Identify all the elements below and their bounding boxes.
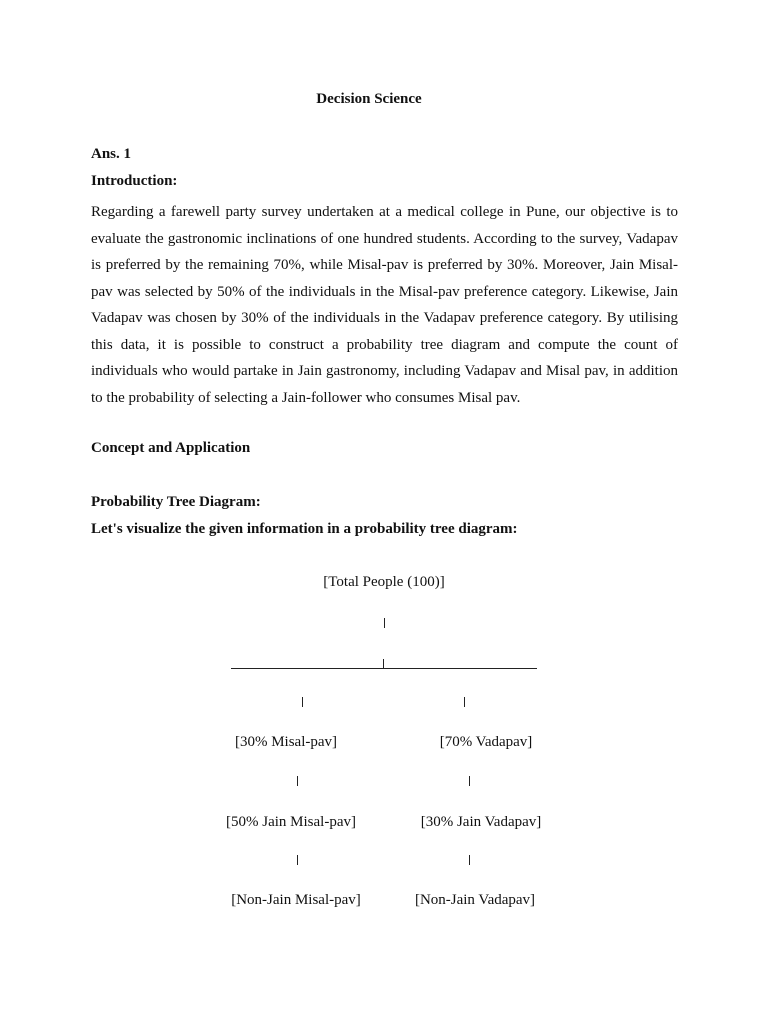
tree-intro: Let's visualize the given information in a probability tree diagram: [91, 521, 518, 537]
tree-branch-line [231, 668, 537, 669]
introduction-paragraph: Regarding a farewell party survey undertaken at a medical college in Pune, our objective is to evaluate the gastronomic inclinations of one hundred students. According to the survey, Vadapav is preferred by the remaining 70%, while Misal-pav is preferred by 30%. Moreover, Jain Misal-pav was selected by 50% of the individuals in the Misal-pav preference category. Likewise, Jain Vadapav was chosen by 30% of the individuals in the Vadapav preference category. By utilising this data, it is possible to construct a probability tree diagram and compute the count of individuals who would partake in Jain gastronomy, including Vadapav and Misal pav, in addition to the probability of selecting a Jain-follower who consumes Misal pav. [91, 204, 678, 406]
tree-heading: Probability Tree Diagram: [91, 494, 261, 510]
tree-connector-right-3 [469, 855, 470, 865]
tree-connector-branch-center [383, 659, 384, 669]
tree-connector-right-1 [464, 697, 465, 707]
tree-left-level2-node: [50% Jain Misal-pav] [226, 814, 356, 830]
tree-root-node: [Total People (100)] [323, 574, 445, 590]
tree-left-level3-node: [Non-Jain Misal-pav] [231, 892, 361, 908]
tree-right-level2-node: [30% Jain Vadapav] [420, 814, 542, 830]
tree-right-level1-node: [70% Vadapav] [439, 734, 533, 750]
tree-connector-left-3 [297, 855, 298, 865]
tree-right-level3-node: [Non-Jain Vadapav] [414, 892, 536, 908]
tree-connector-left-1 [302, 697, 303, 707]
concept-heading: Concept and Application [91, 440, 251, 456]
tree-connector-right-2 [469, 776, 470, 786]
tree-connector-left-2 [297, 776, 298, 786]
tree-left-level1-node: [30% Misal-pav] [234, 734, 338, 750]
document-title: Decision Science [316, 91, 422, 107]
tree-connector-root [384, 618, 385, 628]
answer-label: Ans. 1 [91, 146, 132, 162]
introduction-heading: Introduction: [91, 173, 178, 189]
